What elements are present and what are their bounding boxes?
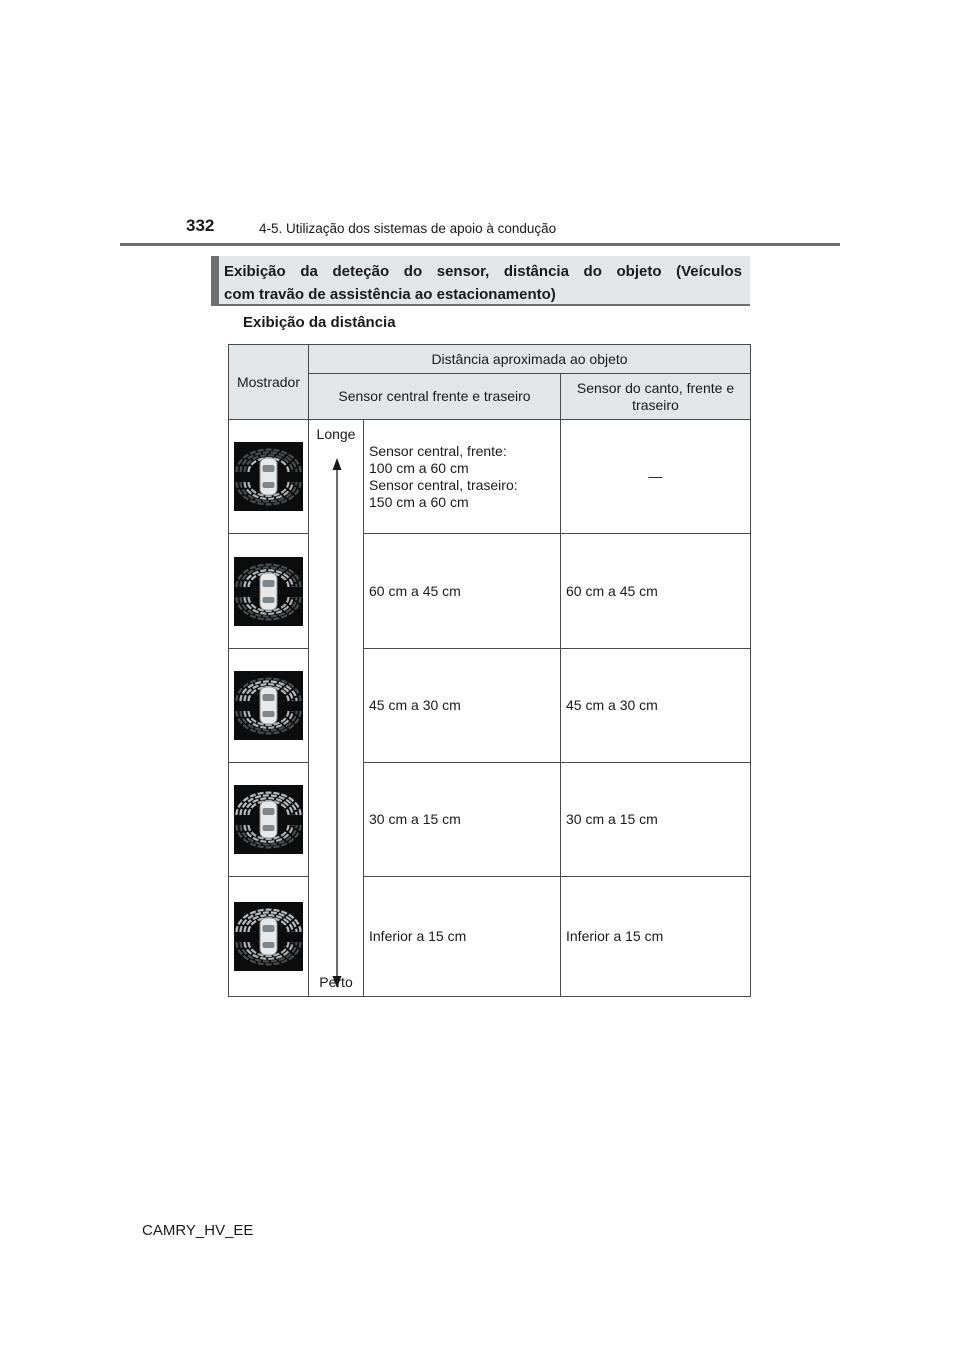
parking-sensor-level-2-icon	[234, 557, 303, 626]
scale-far-label: Longe	[316, 426, 356, 442]
header-display: Mostrador	[229, 345, 309, 420]
central-sensor-value	[364, 877, 561, 997]
corner-sensor-value: Inferior a 15 cm	[561, 877, 751, 997]
central-sensor-line: Sensor central, traseiro:	[369, 476, 518, 493]
table-row	[229, 534, 751, 649]
parking-sensor-level-3-icon	[234, 671, 303, 740]
parking-sensor-level-5-icon	[234, 902, 303, 971]
corner-sensor-value: 45 cm a 30 cm	[561, 649, 751, 763]
central-sensor-value	[364, 649, 561, 763]
table-row	[229, 763, 751, 877]
table-row	[229, 877, 751, 997]
corner-sensor-value: —	[561, 420, 751, 534]
header-central-sensor: Sensor central frente e traseiro	[309, 374, 561, 420]
display-cell	[229, 649, 309, 763]
section-title-line-1: Exibição da deteção do sensor, distância do objeto (Veículos	[224, 263, 742, 280]
sub-heading: Exibição da distância	[243, 314, 396, 331]
corner-sensor-value: 60 cm a 45 cm	[561, 534, 751, 649]
section-title-line-2: com travão de assistência ao estacionamento)	[224, 286, 556, 303]
chapter-title: 4-5. Utilização dos sistemas de apoio à condução	[259, 221, 557, 236]
section-title-box	[211, 256, 750, 306]
table-body	[229, 420, 751, 997]
display-cell	[229, 763, 309, 877]
central-sensor-line: 100 cm a 60 cm	[369, 459, 469, 476]
page-number: 332	[186, 216, 215, 235]
table-row	[229, 649, 751, 763]
central-sensor-value	[364, 420, 561, 534]
header-corner-sensor: Sensor do canto, frente e traseiro	[561, 374, 751, 420]
header-rule	[120, 243, 840, 246]
distance-scale	[309, 420, 364, 997]
footer-model-code: CAMRY_HV_EE	[142, 1222, 254, 1239]
double-arrow-icon	[331, 458, 343, 988]
distance-table	[228, 344, 751, 997]
display-cell	[229, 877, 309, 997]
corner-sensor-value: 30 cm a 15 cm	[561, 763, 751, 877]
table-row	[229, 420, 751, 534]
central-sensor-line: 150 cm a 60 cm	[369, 493, 469, 510]
display-cell	[229, 420, 309, 534]
central-sensor-value	[364, 763, 561, 877]
central-sensor-line: Sensor central, frente:	[369, 442, 507, 459]
central-sensor-line: 45 cm a 30 cm	[369, 697, 461, 713]
parking-sensor-level-1-icon	[234, 442, 303, 511]
central-sensor-line: 60 cm a 45 cm	[369, 582, 461, 599]
display-cell	[229, 534, 309, 649]
header-distance: Distância aproximada ao objeto	[309, 345, 751, 374]
central-sensor-line: 30 cm a 15 cm	[369, 811, 461, 827]
central-sensor-value	[364, 534, 561, 649]
parking-sensor-level-4-icon	[234, 785, 303, 854]
scale-near-label: Perto	[319, 974, 353, 990]
central-sensor-line: Inferior a 15 cm	[369, 928, 467, 944]
